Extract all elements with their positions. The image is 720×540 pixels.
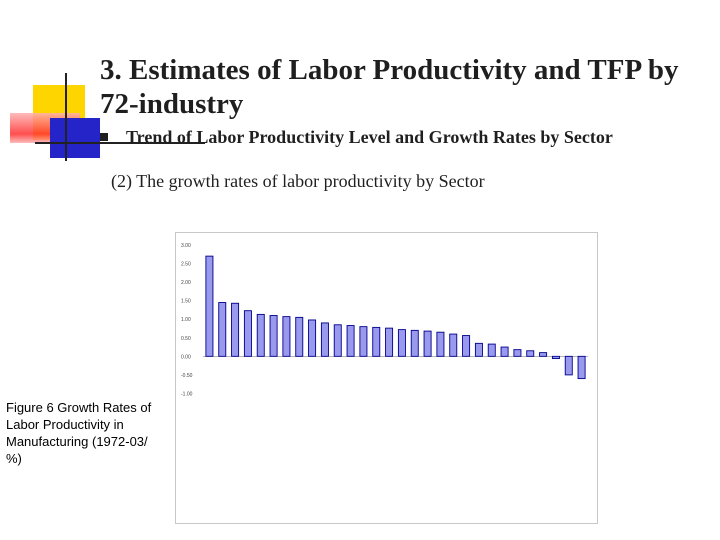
y-tick-label: 1.00 [181,317,191,324]
decor-blue-square [50,118,100,158]
chart-frame [175,232,598,524]
bar [283,317,290,357]
bar [386,328,393,356]
y-tick-label: 0.00 [181,354,191,361]
bar [309,320,316,356]
bar [540,353,547,357]
bar [347,326,354,357]
bullet-icon [100,133,108,141]
bar [565,356,572,375]
bar-chart [176,233,597,523]
y-tick-label: -0.50 [181,372,193,379]
bar [219,303,226,357]
bar [411,330,418,356]
figure-caption: Figure 6 Growth Rates of Labor Productivity in Manufacturing (1972-03/ %) [6,400,152,466]
bar [373,327,380,356]
bar [270,316,277,357]
bar [527,351,534,357]
bar [578,356,585,378]
bar [360,327,367,357]
bullet-text: Trend of Labor Productivity Level and Growth Rates by Sector [126,127,613,147]
bar [296,317,303,356]
y-tick-label: 0.50 [181,335,191,342]
bar [257,314,264,356]
bar [398,330,405,357]
bar [334,325,341,357]
bar [244,311,251,357]
bar [463,336,470,357]
y-tick-label: 1.50 [181,298,191,305]
slide-subtitle: (2) The growth rates of labor productivity by Sector [111,171,485,191]
bar [437,332,444,356]
bar [232,303,239,356]
decor-vertical-line [65,73,67,161]
bar [475,343,482,356]
y-tick-label: 3.00 [181,243,191,249]
y-tick-label: 2.00 [181,280,191,287]
bar [424,331,431,356]
bar [206,256,213,356]
bar [514,350,521,357]
slide-title: 3. Estimates of Labor Productivity and TFP by 72-industry [100,54,679,120]
bar [450,334,457,356]
bar [552,356,559,358]
bar [488,344,495,356]
y-tick-label: -1.00 [181,391,193,398]
bar [321,323,328,356]
y-tick-label: 2.50 [181,261,191,268]
bar [501,347,508,356]
